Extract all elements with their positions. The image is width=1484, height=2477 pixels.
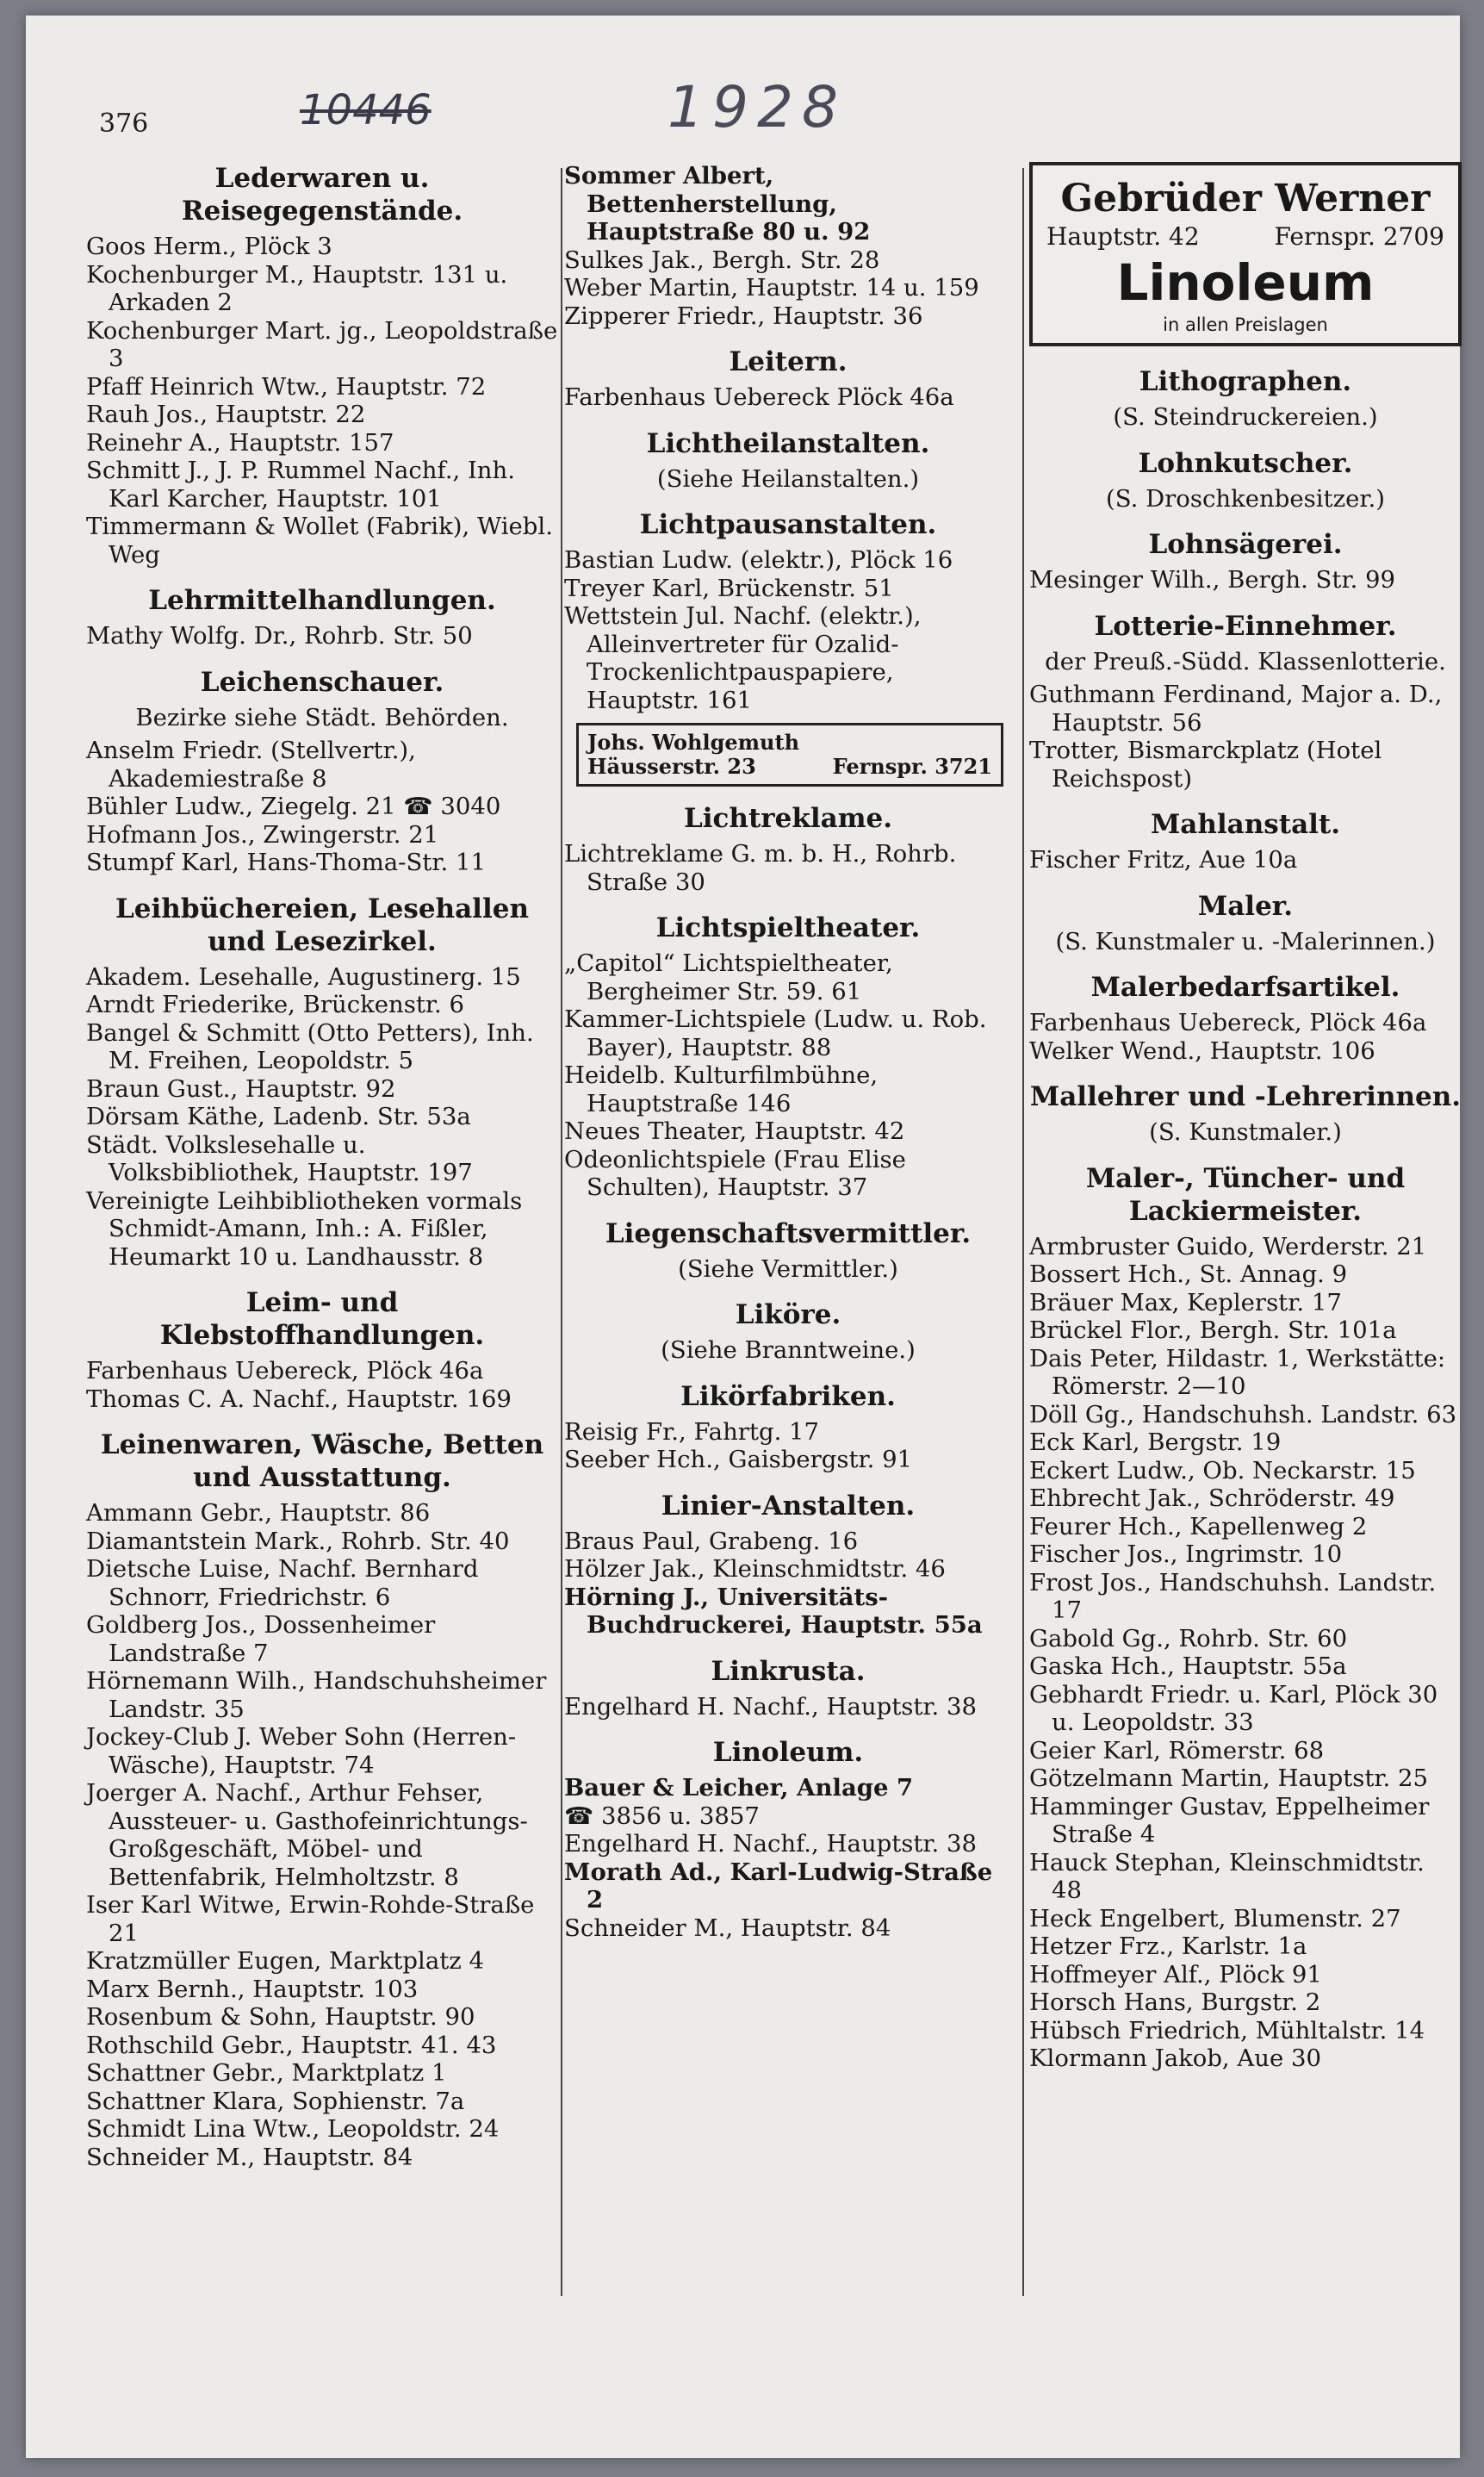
section-heading: Lichtheilanstalten. [646,427,930,459]
directory-entry: Armbruster Guido, Werderstr. 21 [1029,1232,1427,1260]
section-heading: Leichenschauer. [200,666,444,698]
column-middle [564,162,1012,1942]
ad-address: Hauptstr. 42 [1046,222,1200,251]
section-heading: Linier-Anstalten. [661,1490,916,1522]
directory-entry: Engelhard H. Nachf., Hauptstr. 38 [564,1692,978,1721]
section-heading: Likörfabriken. [680,1380,896,1412]
section-heading: Liegenschaftsvermittler. [605,1217,972,1249]
directory-entry: Guthmann Ferdinand, Major a. D., Hauptstr. 56 [1029,681,1443,737]
directory-entry: Arndt Friederike, Brückenstr. 6 [86,991,465,1018]
directory-entry: Gaska Hch., Hauptstr. 55a [1029,1652,1347,1680]
directory-entry: Feurer Hch., Kapellenweg 2 [1029,1512,1368,1540]
directory-entry: Schattner Klara, Sophienstr. 7a [86,2087,465,2115]
section-heading: Malerbedarfsartikel. [1090,972,1400,1003]
directory-entry: Akadem. Lesehalle, Augustinerg. 15 [86,962,521,991]
section-heading: Maler. [1197,890,1294,922]
section-heading: Maler-, Tüncher- und Lackiermeister. [1085,1162,1406,1227]
directory-entry: Bangel & Schmitt (Otto Petters), Inh. M. Freihen, Leopoldstr. 5 [86,1018,534,1074]
directory-entry: Neues Theater, Hauptstr. 42 [564,1117,905,1145]
directory-entry: Braun Gust., Hauptstr. 92 [86,1074,396,1103]
directory-entry: ☎ 3856 u. 3857 [564,1802,760,1830]
section-heading: Lohnsägerei. [1148,529,1343,560]
directory-entry: Thomas C. A. Nachf., Hauptstr. 169 [86,1385,512,1413]
directory-entry: Mathy Wolfg. Dr., Rohrb. Str. 50 [86,622,473,650]
directory-entry: Gabold Gg., Rohrb. Str. 60 [1029,1624,1348,1652]
directory-entry: Fischer Fritz, Aue 10a [1029,846,1298,874]
directory-entry: Döll Gg., Handschuhsh. Landstr. 63 [1029,1400,1457,1428]
ad-address: Häusserstr. 23 [587,754,756,779]
section-heading: Lohnkutscher. [1138,447,1353,479]
directory-entry: Dais Peter, Hildastr. 1, Werkstätte: Römerstr. 2—10 [1029,1344,1446,1400]
column-right [1029,162,1462,2073]
directory-entry: Sulkes Jak., Bergh. Str. 28 [564,246,880,274]
directory-entry: Gebhardt Friedr. u. Karl, Plöck 30 u. Leopoldstr. 33 [1029,1680,1438,1736]
cross-reference-note: (S. Kunstmaler u. -Malerinnen.) [1055,927,1436,955]
directory-entry: Kratzmüller Eugen, Marktplatz 4 [86,1947,485,1975]
directory-entry: Mesinger Wilh., Bergh. Str. 99 [1029,566,1396,594]
section-heading: Leitern. [729,346,848,377]
directory-entry: Wettstein Jul. Nachf. (elektr.), Alleinvertreter für Ozalid-Trockenlichtpauspapiere, Hauptstr. 161 [564,602,922,714]
directory-entry: Rauh Jos., Hauptstr. 22 [86,401,366,428]
directory-entry: Hübsch Friedrich, Mühltalstr. 14 [1029,2016,1425,2044]
directory-entry: Hauck Stephan, Kleinschmidtstr. 48 [1029,1848,1425,1904]
directory-entry: Hetzer Frz., Karlstr. 1a [1029,1932,1307,1960]
directory-entry: Eckert Ludw., Ob. Neckarstr. 15 [1029,1456,1416,1484]
directory-entry: Ehbrecht Jak., Schröderstr. 49 [1029,1484,1395,1512]
directory-entry: Seeber Hch., Gaisbergstr. 91 [564,1446,913,1473]
directory-entry: Kammer-Lichtspiele (Ludw. u. Rob. Bayer), Hauptstr. 88 [564,1005,987,1061]
directory-entry: Klormann Jakob, Aue 30 [1029,2044,1321,2072]
directory-entry: Schneider M., Hauptstr. 84 [564,1914,891,1942]
advertisement-gebrueder-werner [1029,162,1462,346]
directory-entry: Hölzer Jak., Kleinschmidtstr. 46 [564,1555,946,1583]
directory-entry: Hamminger Gustav, Eppelheimer Straße 4 [1029,1792,1430,1848]
directory-entry: Horsch Hans, Burgstr. 2 [1029,1988,1321,2016]
column-divider [1022,168,1024,2296]
cross-reference-note: (S. Kunstmaler.) [1149,1118,1342,1146]
directory-entry: Engelhard H. Nachf., Hauptstr. 38 [564,1830,978,1858]
directory-entry: Kochenburger M., Hauptstr. 131 u. Arkaden 2 [86,260,508,316]
directory-entry: Reinehr A., Hauptstr. 157 [86,428,394,457]
directory-entry: Ammann Gebr., Hauptstr. 86 [86,1499,431,1527]
section-heading: Leinenwaren, Wäsche, Betten und Ausstattung. [100,1429,544,1493]
column-right-entries [1029,365,1462,2073]
directory-entry: Kochenburger Mart. jg., Leopoldstraße 3 [86,316,558,372]
directory-entry: Goldberg Jos., Dossenheimer Landstraße 7 [86,1611,436,1667]
section-heading: Lichtreklame. [683,803,893,834]
cross-reference-note: der Preuß.-Südd. Klassenlotterie. [1045,647,1446,675]
directory-entry: Stumpf Karl, Hans-Thoma-Str. 11 [86,849,486,876]
directory-entry: Städt. Volkslesehalle u. Volksbibliothek, Hauptstr. 197 [86,1130,473,1186]
directory-entry: Bossert Hch., St. Annag. 9 [1029,1260,1348,1288]
struck-out-number: 10446 [300,86,432,134]
directory-entry: Hörning J., Universitäts-Buchdruckerei, Hauptstr. 55a [564,1583,983,1639]
directory-entry: Bühler Ludw., Ziegelg. 21 ☎ 3040 [86,793,501,820]
directory-entry: Reisig Fr., Fahrtg. 17 [564,1417,820,1446]
directory-entry: „Capitol“ Lichtspieltheater, Bergheimer Str. 59. 61 [564,949,893,1005]
section-heading: Lichtpausanstalten. [639,509,937,540]
directory-entry: Frost Jos., Handschuhsh. Landstr. 17 [1029,1568,1437,1624]
cross-reference-note: (Siehe Vermittler.) [678,1254,898,1283]
directory-entry: Schattner Gebr., Marktplatz 1 [86,2059,447,2087]
directory-entry: Götzelmann Martin, Hauptstr. 25 [1029,1764,1429,1792]
section-heading: Linoleum. [712,1737,864,1768]
directory-entry: Farbenhaus Uebereck, Plöck 46a [1029,1009,1427,1036]
section-heading: Lehrmittelhandlungen. [148,585,496,616]
directory-entry: Heck Engelbert, Blumenstr. 27 [1029,1904,1401,1932]
directory-entry: Sommer Albert, Bettenherstellung, Hauptstraße 80 u. 92 [564,162,871,246]
directory-entry: Timmermann & Wollet (Fabrik), Wiebl. Weg [86,513,553,569]
section-heading: Leim- und Klebstoffhandlungen. [159,1287,485,1351]
ad-phone: Fernspr. 3721 [832,754,992,779]
ad-product: Linoleum [1116,253,1375,312]
directory-entry: Iser Karl Witwe, Erwin-Rohde-Straße 21 [86,1891,535,1947]
section-heading: Lithographen. [1139,366,1352,397]
directory-entry: Farbenhaus Uebereck, Plöck 46a [86,1357,484,1385]
directory-entry: Goos Herm., Plöck 3 [86,233,332,260]
cross-reference-note: (Siehe Heilanstalten.) [656,464,920,493]
directory-entry: Farbenhaus Uebereck Plöck 46a [564,383,954,411]
directory-entry: Morath Ad., Karl-Ludwig-Straße 2 [564,1858,993,1914]
directory-entry: Zipperer Friedr., Hauptstr. 36 [564,302,923,330]
directory-entry: Vereinigte Leihbibliotheken vormals Schmidt-Amann, Inh.: A. Fißler, Heumarkt 10 u. Landhausstr. 8 [86,1186,523,1271]
directory-entry: Schmidt Lina Wtw., Leopoldstr. 24 [86,2115,500,2143]
ad-contact-line [587,755,992,779]
directory-entry: Jockey-Club J. Weber Sohn (Herren-Wäsche), Hauptstr. 74 [86,1723,517,1779]
directory-entry: Fischer Jos., Ingrimstr. 10 [1029,1540,1343,1568]
page-number: 376 [99,109,149,139]
directory-entry: Dietsche Luise, Nachf. Bernhard Schnorr, Friedrichstr. 6 [86,1555,479,1611]
section-heading: Liköre. [735,1299,841,1330]
directory-entry: Hörnemann Wilh., Handschuhsheimer Landstr. 35 [86,1667,547,1723]
section-heading: Mallehrer und -Lehrerinnen. [1029,1081,1462,1112]
directory-entry: Eck Karl, Bergstr. 19 [1029,1428,1282,1456]
ad-name-line [587,731,992,755]
ad-company-name: Gebrüder Werner [1060,177,1431,221]
directory-entry: Geier Karl, Römerstr. 68 [1029,1736,1325,1764]
directory-entry: Schneider M., Hauptstr. 84 [86,2143,413,2171]
cross-reference-note: Bezirke siehe Städt. Behörden. [135,703,509,731]
directory-entry: Hofmann Jos., Zwingerstr. 21 [86,820,439,849]
directory-entry: Odeonlichtspiele (Frau Elise Schulten), Hauptstr. 37 [564,1145,906,1201]
ad-tagline: in allen Preislagen [1163,314,1328,335]
handwritten-year: 1928 [667,74,847,140]
section-heading: Lotterie-Einnehmer. [1094,610,1397,642]
directory-entry: Joerger A. Nachf., Arthur Fehser, Aussteuer- u. Gasthofeinrichtungs-Großgeschäft, Möbel- und Bettenfabrik, Helmholtzstr. 8 [86,1779,528,1891]
directory-entry: Lichtreklame G. m. b. H., Rohrb. Straße 30 [564,840,957,896]
cross-reference-note: (S. Steindruckereien.) [1113,403,1378,431]
section-heading: Mahlanstalt. [1150,809,1341,840]
ad-contact-line [1046,222,1444,252]
directory-entry: Diamantstein Mark., Rohrb. Str. 40 [86,1527,510,1555]
directory-entry: Brückel Flor., Bergh. Str. 101a [1029,1316,1397,1344]
ad-company-name: Johs. Wohlgemuth [587,730,800,755]
directory-entry: Welker Wend., Hauptstr. 106 [1029,1036,1375,1065]
section-heading: Leihbüchereien, Lesehallen und Lesezirkel. [115,893,529,957]
directory-entry: Pfaff Heinrich Wtw., Hauptstr. 72 [86,372,487,401]
directory-entry: Bräuer Max, Keplerstr. 17 [1029,1288,1342,1316]
directory-entry: Bauer & Leicher, Anlage 7 [564,1774,914,1802]
directory-entry: Weber Martin, Hauptstr. 14 u. 159 [564,274,979,302]
cross-reference-note: (Siehe Branntweine.) [661,1336,916,1364]
section-heading: Lederwaren u. Reisegegenstände. [181,163,463,227]
directory-entry: Marx Bernh., Hauptstr. 103 [86,1975,419,2003]
directory-entry: Heidelb. Kulturfilmbühne, Hauptstraße 146 [564,1061,879,1117]
ad-phone: Fernspr. 2709 [1274,222,1444,251]
directory-entry: Anselm Friedr. (Stellvertr.), Akademiestraße 8 [86,737,416,793]
directory-entry: Dörsam Käthe, Ladenb. Str. 53a [86,1103,471,1130]
directory-entry: Treyer Karl, Brückenstr. 51 [564,574,894,602]
directory-entry: Rothschild Gebr., Hauptstr. 41. 43 [86,2031,497,2059]
directory-entry: Schmitt J., J. P. Rummel Nachf., Inh. Karl Karcher, Hauptstr. 101 [86,457,515,513]
cross-reference-note: (S. Droschkenbesitzer.) [1106,484,1385,513]
section-heading: Linkrusta. [711,1655,866,1687]
directory-entry: Braus Paul, Grabeng. 16 [564,1527,859,1555]
directory-entry: Hoffmeyer Alf., Plöck 91 [1029,1960,1322,1988]
column-left [86,162,558,2171]
directory-entry: Bastian Ludw. (elektr.), Plöck 16 [564,546,953,574]
directory-entry: Trotter, Bismarckplatz (Hotel Reichspost) [1029,737,1382,793]
section-heading: Lichtspieltheater. [655,912,921,943]
directory-entry: Rosenbum & Sohn, Hauptstr. 90 [86,2003,475,2031]
advertisement-box [576,723,1003,787]
column-divider [561,168,562,2296]
